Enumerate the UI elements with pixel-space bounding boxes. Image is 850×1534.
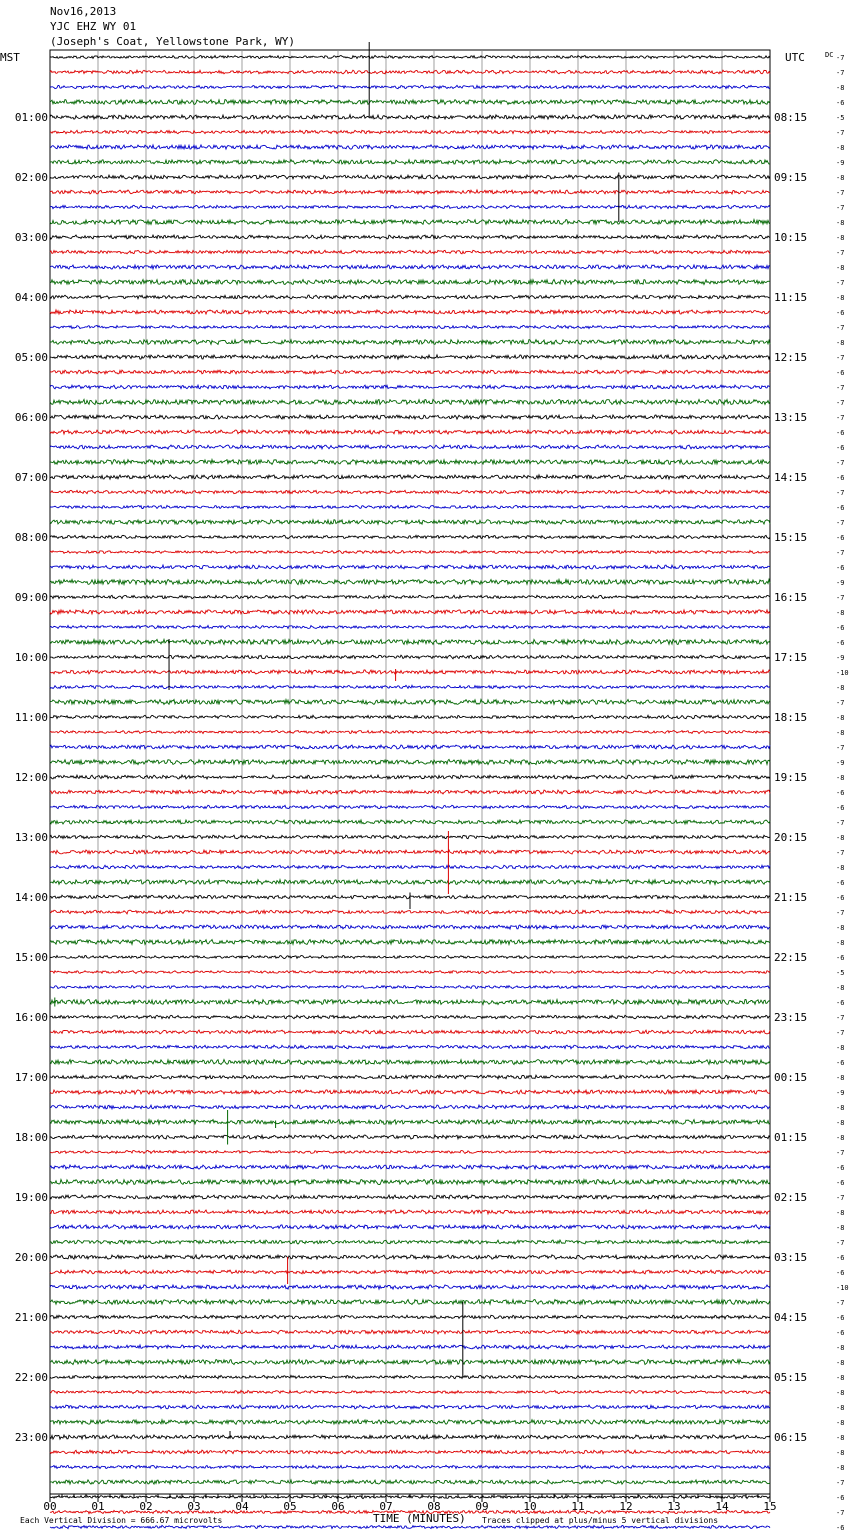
dc-offset-value: -7 (836, 279, 845, 287)
seismic-trace (50, 1270, 770, 1274)
station-code: YJC EHZ WY 01 (50, 20, 137, 33)
x-tick-label: 06 (331, 1500, 345, 1513)
seismic-trace (50, 1285, 770, 1289)
seismic-trace (50, 175, 770, 179)
x-tick-label: 01 (91, 1500, 105, 1513)
mst-hour-label: 20:00 (14, 1251, 48, 1264)
dc-offset-value: -6 (836, 1254, 845, 1262)
seismic-trace (50, 1345, 770, 1349)
mst-hour-label: 09:00 (14, 591, 48, 604)
mst-hour-label: 14:00 (14, 891, 48, 904)
dc-offset-value: -8 (836, 1419, 845, 1427)
seismic-trace (50, 310, 770, 314)
seismic-trace (50, 1210, 770, 1214)
seismic-trace (50, 610, 770, 614)
seismic-trace (50, 1075, 770, 1079)
seismic-trace (50, 790, 770, 794)
seismic-trace (50, 971, 770, 974)
dc-offset-value: -8 (836, 1119, 845, 1127)
x-tick-label: 00 (43, 1500, 57, 1513)
dc-offset-value: -7 (836, 129, 845, 137)
dc-offset-value: -8 (836, 339, 845, 347)
utc-hour-label: 10:15 (774, 231, 808, 244)
seismic-trace (50, 1525, 770, 1528)
seismic-trace (50, 579, 770, 584)
mst-hour-label: 17:00 (14, 1071, 48, 1084)
dc-offset-value: -8 (836, 1074, 845, 1082)
seismic-trace (50, 1135, 770, 1139)
seismic-trace (50, 685, 770, 688)
utc-hour-label: 02:15 (774, 1191, 808, 1204)
seismic-trace (50, 370, 770, 374)
seismic-trace (50, 940, 770, 945)
dc-offset-value: -7 (836, 399, 845, 407)
seismic-trace (50, 220, 770, 225)
seismic-trace (50, 1195, 770, 1199)
utc-hour-label: 01:15 (774, 1131, 808, 1144)
dc-offset-value: -9 (836, 759, 845, 767)
seismic-trace (50, 56, 770, 59)
seismic-trace (50, 565, 770, 569)
dc-offset-value: -6 (836, 504, 845, 512)
dc-offset-value: -6 (836, 624, 845, 632)
mst-hour-label: 01:00 (14, 111, 48, 124)
dc-offset-value: -6 (836, 879, 845, 887)
dc-offset-value: -6 (836, 1269, 845, 1277)
seismic-trace (50, 1435, 770, 1439)
dc-offset-value: -8 (836, 1104, 845, 1112)
x-tick-label: 05 (283, 1500, 297, 1513)
mst-axis-label: MST (0, 51, 20, 64)
seismic-trace (50, 1315, 770, 1319)
dc-offset-value: -6 (836, 429, 845, 437)
seismic-trace (50, 325, 770, 328)
dc-offset-value: -7 (836, 819, 845, 827)
seismic-trace (50, 1120, 770, 1125)
seismic-trace (50, 745, 770, 749)
dc-offset-value: -8 (836, 924, 845, 932)
dc-offset-value: -7 (836, 1479, 845, 1487)
utc-hour-label: 22:15 (774, 951, 808, 964)
dc-offset-value: -8 (836, 144, 845, 152)
dc-offset-value: -10 (836, 669, 849, 677)
seismic-trace (50, 115, 770, 119)
dc-offset-value: -8 (836, 1209, 845, 1217)
utc-hour-label: 11:15 (774, 291, 808, 304)
dc-offset-value: -6 (836, 789, 845, 797)
dc-offset-value: -7 (836, 489, 845, 497)
mst-hour-label: 10:00 (14, 651, 48, 664)
dc-offset-value: -8 (836, 1434, 845, 1442)
dc-offset-value: -7 (836, 414, 845, 422)
dc-offset-value: -7 (836, 249, 845, 257)
seismic-trace (50, 505, 770, 508)
seismic-trace (50, 759, 770, 764)
scale-note: Each Vertical Division = 666.67 microvolts (20, 1516, 223, 1525)
dc-offset-value: -7 (836, 1299, 845, 1307)
seismic-trace (50, 235, 770, 239)
seismic-trace (50, 280, 770, 285)
x-tick-label: 04 (235, 1500, 249, 1513)
dc-offset-value: -6 (836, 309, 845, 317)
dc-offset-value: -6 (836, 474, 845, 482)
seismic-trace (50, 986, 770, 989)
seismic-trace (50, 1045, 770, 1049)
utc-hour-label: 09:15 (774, 171, 808, 184)
utc-hour-label: 19:15 (774, 771, 808, 784)
record-date: Nov16,2013 (50, 5, 117, 18)
utc-hour-label: 03:15 (774, 1251, 808, 1264)
dc-offset-value: -8 (836, 729, 845, 737)
dc-offset-value: -8 (836, 939, 845, 947)
seismic-trace (50, 399, 770, 404)
seismic-trace (50, 1015, 770, 1019)
utc-hour-label: 15:15 (774, 531, 808, 544)
x-tick-label: 12 (619, 1500, 633, 1513)
utc-hour-label: 08:15 (774, 111, 808, 124)
dc-offset-value: -8 (836, 1374, 845, 1382)
utc-hour-label: 21:15 (774, 891, 808, 904)
dc-offset-value: -7 (836, 384, 845, 392)
seismic-trace (50, 475, 770, 479)
dc-offset-value: -9 (836, 654, 845, 662)
seismic-trace (50, 295, 770, 299)
seismic-trace (50, 925, 770, 929)
seismic-trace (50, 1480, 770, 1484)
seismic-trace (50, 355, 770, 359)
dc-offset-value: -8 (836, 1344, 845, 1352)
x-tick-label: 02 (139, 1500, 153, 1513)
seismic-trace (50, 1180, 770, 1185)
x-tick-label: 11 (571, 1500, 585, 1513)
dc-offset-value: -7 (836, 69, 845, 77)
seismic-trace (50, 1060, 770, 1065)
mst-hour-label: 15:00 (14, 951, 48, 964)
dc-offset-value: -7 (836, 519, 845, 527)
seismic-trace (50, 626, 770, 629)
seismic-trace (50, 160, 770, 165)
dc-offset-value: -7 (836, 549, 845, 557)
dc-offset-value: -7 (836, 1239, 845, 1247)
dc-offset-value: -6 (836, 1494, 845, 1502)
seismic-trace (50, 715, 770, 718)
seismic-trace (50, 430, 770, 434)
seismic-trace (50, 1151, 770, 1154)
x-tick-label: 15 (763, 1500, 777, 1513)
seismic-trace (50, 865, 770, 869)
dc-offset-value: -8 (836, 1359, 845, 1367)
dc-offset-value: -6 (836, 564, 845, 572)
seismic-trace (50, 520, 770, 525)
seismic-trace (50, 100, 770, 105)
utc-hour-label: 23:15 (774, 1011, 808, 1024)
dc-offset-value: -6 (836, 999, 845, 1007)
dc-offset-value: -7 (836, 594, 845, 602)
seismic-trace (50, 835, 770, 839)
seismic-trace (50, 70, 770, 74)
dc-offset-value: -7 (836, 1029, 845, 1037)
mst-hour-label: 12:00 (14, 771, 48, 784)
seismic-trace (50, 1030, 770, 1034)
x-tick-label: 03 (187, 1500, 201, 1513)
seismic-trace (50, 956, 770, 959)
seismic-trace (50, 145, 770, 149)
mst-hour-label: 21:00 (14, 1311, 48, 1324)
mst-hour-label: 04:00 (14, 291, 48, 304)
dc-offset-value: -6 (836, 444, 845, 452)
utc-hour-label: 00:15 (774, 1071, 808, 1084)
seismic-trace (50, 1391, 770, 1394)
dc-offset-value: -7 (836, 324, 845, 332)
seismic-trace (50, 265, 770, 269)
dc-offset-value: -6 (836, 1059, 845, 1067)
x-tick-label: 09 (475, 1500, 489, 1513)
dc-offset-value: -6 (836, 1164, 845, 1172)
mst-hour-label: 05:00 (14, 351, 48, 364)
dc-offset-value: -8 (836, 714, 845, 722)
utc-hour-label: 12:15 (774, 351, 808, 364)
mst-hour-label: 13:00 (14, 831, 48, 844)
seismic-trace (50, 1375, 770, 1378)
seismic-trace (50, 1450, 770, 1454)
seismic-trace (50, 340, 770, 345)
seismic-trace (50, 1090, 770, 1094)
dc-offset-value: -8 (836, 234, 845, 242)
mst-hour-label: 18:00 (14, 1131, 48, 1144)
dc-offset-value: -6 (836, 1524, 845, 1532)
seismic-trace (50, 700, 770, 705)
seismic-trace (50, 205, 770, 208)
seismic-trace (50, 535, 770, 538)
seismic-trace (50, 1240, 770, 1244)
dc-offset-value: -7 (836, 699, 845, 707)
seismic-trace (50, 490, 770, 494)
dc-offset-value: -8 (836, 219, 845, 227)
seismic-trace (50, 1300, 770, 1305)
seismic-trace (50, 595, 770, 598)
utc-hour-label: 16:15 (774, 591, 808, 604)
seismic-trace (50, 190, 770, 194)
mst-hour-label: 19:00 (14, 1191, 48, 1204)
seismic-trace (50, 910, 770, 914)
utc-hour-label: 17:15 (774, 651, 808, 664)
seismic-trace (50, 1000, 770, 1005)
seismic-trace (50, 445, 770, 449)
dc-offset-value: -8 (836, 174, 845, 182)
utc-hour-label: 20:15 (774, 831, 808, 844)
dc-offset-value: -5 (836, 114, 845, 122)
dc-offset-value: -6 (836, 1314, 845, 1322)
dc-offset-value: -6 (836, 369, 845, 377)
dc-offset-value: -8 (836, 1464, 845, 1472)
utc-hour-label: 14:15 (774, 471, 808, 484)
dc-offset-value: -8 (836, 1389, 845, 1397)
station-location: (Joseph's Coat, Yellowstone Park, WY) (50, 35, 296, 48)
dc-offset-value: -7 (836, 1194, 845, 1202)
mst-hour-label: 22:00 (14, 1371, 48, 1384)
utc-axis-label: UTC (785, 51, 805, 64)
utc-hour-label: 13:15 (774, 411, 808, 424)
dc-offset-value: -8 (836, 1134, 845, 1142)
dc-offset-value: -7 (836, 189, 845, 197)
seismic-trace (50, 639, 770, 644)
seismic-trace (50, 775, 770, 779)
dc-offset-value: -6 (836, 534, 845, 542)
seismic-trace (50, 1360, 770, 1365)
dc-offset-value: -6 (836, 804, 845, 812)
clip-note: Traces clipped at plus/minus 5 vertical divisions (482, 1516, 719, 1525)
x-tick-label: 14 (715, 1500, 729, 1513)
dc-offset-value: -7 (836, 54, 845, 62)
x-tick-label: 08 (427, 1500, 441, 1513)
seismic-trace (50, 1105, 770, 1109)
dc-offset-value: -7 (836, 744, 845, 752)
seismic-trace (50, 385, 770, 389)
seismic-trace (50, 1420, 770, 1425)
mst-hour-label: 16:00 (14, 1011, 48, 1024)
seismic-trace (50, 250, 770, 254)
seismic-trace (50, 655, 770, 659)
dc-offset-value: -6 (836, 99, 845, 107)
x-tick-label: 07 (379, 1500, 393, 1513)
dc-offset-value: -7 (836, 204, 845, 212)
seismic-trace (50, 670, 770, 674)
dc-offset-value: -8 (836, 84, 845, 92)
seismic-trace (50, 130, 770, 134)
seismic-trace (50, 1225, 770, 1229)
dc-label: DC (825, 51, 834, 59)
seismic-trace (50, 820, 770, 824)
dc-offset-value: -7 (836, 459, 845, 467)
dc-offset-value: -8 (836, 1044, 845, 1052)
seismic-trace (50, 1165, 770, 1169)
dc-offset-value: -8 (836, 609, 845, 617)
seismic-trace (50, 850, 770, 854)
dc-offset-value: -9 (836, 159, 845, 167)
mst-hour-label: 06:00 (14, 411, 48, 424)
mst-hour-label: 23:00 (14, 1431, 48, 1444)
dc-offset-value: -7 (836, 1509, 845, 1517)
seismic-trace (50, 1405, 770, 1409)
dc-offset-value: -6 (836, 894, 845, 902)
mst-hour-label: 11:00 (14, 711, 48, 724)
utc-hour-label: 04:15 (774, 1311, 808, 1324)
dc-offset-value: -7 (836, 1014, 845, 1022)
dc-offset-value: -7 (836, 849, 845, 857)
dc-offset-value: -10 (836, 1284, 849, 1292)
dc-offset-value: -7 (836, 909, 845, 917)
seismic-trace (50, 1255, 770, 1259)
utc-hour-label: 18:15 (774, 711, 808, 724)
dc-offset-value: -8 (836, 984, 845, 992)
mst-hour-label: 02:00 (14, 171, 48, 184)
seismic-trace (50, 880, 770, 885)
dc-offset-value: -5 (836, 969, 845, 977)
utc-hour-label: 05:15 (774, 1371, 808, 1384)
seismic-trace (50, 805, 770, 808)
dc-offset-value: -9 (836, 1089, 845, 1097)
seismic-trace (50, 551, 770, 554)
x-tick-label: 13 (667, 1500, 681, 1513)
utc-hour-label: 06:15 (774, 1431, 808, 1444)
dc-offset-value: -9 (836, 579, 845, 587)
dc-offset-value: -8 (836, 1449, 845, 1457)
dc-offset-value: -8 (836, 1224, 845, 1232)
seismic-trace (50, 1465, 770, 1468)
dc-offset-value: -8 (836, 864, 845, 872)
mst-hour-label: 08:00 (14, 531, 48, 544)
seismic-trace (50, 731, 770, 734)
dc-offset-value: -6 (836, 639, 845, 647)
dc-offset-value: -8 (836, 264, 845, 272)
dc-offset-value: -6 (836, 1179, 845, 1187)
x-tick-label: 10 (523, 1500, 537, 1513)
dc-offset-value: -7 (836, 354, 845, 362)
dc-offset-value: -7 (836, 1149, 845, 1157)
seismic-trace (50, 1330, 770, 1334)
seismic-trace (50, 415, 770, 419)
dc-offset-value: -8 (836, 774, 845, 782)
dc-offset-value: -6 (836, 1329, 845, 1337)
seismic-trace (50, 460, 770, 465)
dc-offset-value: -8 (836, 834, 845, 842)
dc-offset-value: -8 (836, 294, 845, 302)
dc-offset-value: -6 (836, 954, 845, 962)
mst-hour-label: 07:00 (14, 471, 48, 484)
dc-offset-value: -8 (836, 684, 845, 692)
mst-hour-label: 03:00 (14, 231, 48, 244)
seismic-trace (50, 85, 770, 88)
dc-offset-value: -8 (836, 1404, 845, 1412)
x-axis-title: TIME (MINUTES) (373, 1512, 466, 1525)
